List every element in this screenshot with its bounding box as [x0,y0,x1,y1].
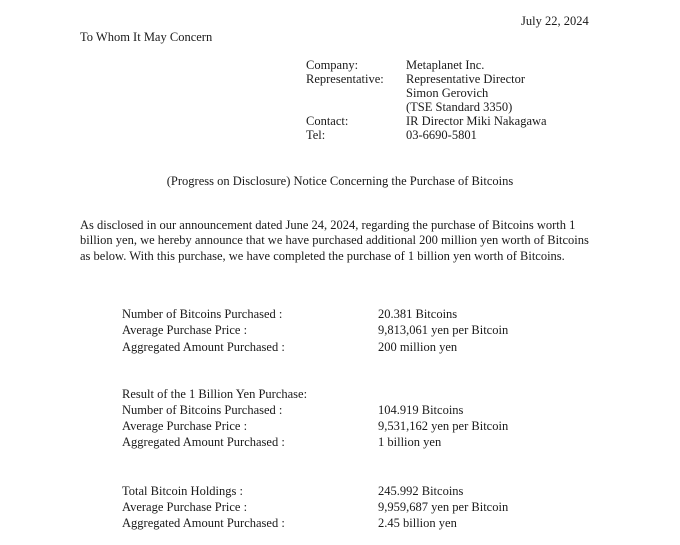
issuer-value: (TSE Standard 3350) [406,100,513,114]
row-label: Aggregated Amount Purchased : [122,516,285,530]
row-label: Number of Bitcoins Purchased : [122,403,283,417]
purchase-row [0,340,680,356]
issuer-value: Simon Gerovich [406,86,489,100]
row-value: 1 billion yen [378,435,442,449]
billion-result-row [0,403,680,419]
issuer-row-representative [0,72,680,86]
issuer-row-ticker [0,100,680,114]
notice-title: (Progress on Disclosure) Notice Concerning the Purchase of Bitcoins [166,174,514,188]
row-label: Aggregated Amount Purchased : [122,435,285,449]
issuer-value: Metaplanet Inc. [406,58,485,72]
issuer-row-company [0,58,680,72]
issuer-value: IR Director Miki Nakagawa [406,114,547,128]
row-value: 2.45 billion yen [378,516,457,530]
row-value: 9,959,687 yen per Bitcoin [378,500,509,514]
billion-result-row [0,419,680,435]
row-value: 200 million yen [378,340,458,354]
row-value: 9,531,162 yen per Bitcoin [378,419,509,433]
issuer-label: Contact: [306,114,349,128]
row-label: Total Bitcoin Holdings : [122,484,243,498]
row-label: Average Purchase Price : [122,419,248,433]
billion-result-row [0,435,680,451]
row-label: Number of Bitcoins Purchased : [122,307,283,321]
issuer-row-contact [0,114,680,128]
issuer-row-rep-name [0,86,680,100]
holdings-row [0,516,680,532]
issuer-value: Representative Director [406,72,526,86]
row-label: Average Purchase Price : [122,323,248,337]
billion-result-heading: Result of the 1 Billion Yen Purchase: [122,387,308,401]
row-value: 9,813,061 yen per Bitcoin [378,323,509,337]
purchase-row [0,323,680,339]
issuer-label: Representative: [306,72,384,86]
document-date: July 22, 2024 [521,14,589,28]
row-value: 245.992 Bitcoins [378,484,464,498]
row-value: 104.919 Bitcoins [378,403,464,417]
holdings-row [0,500,680,516]
purchase-row [0,307,680,323]
row-label: Aggregated Amount Purchased : [122,340,285,354]
issuer-value: 03-6690-5801 [406,128,477,142]
salutation: To Whom It May Concern [80,30,213,44]
issuer-label: Company: [306,58,359,72]
row-value: 20.381 Bitcoins [378,307,458,321]
holdings-row [0,484,680,500]
issuer-label: Tel: [306,128,326,142]
issuer-row-tel [0,128,680,142]
intro-paragraph: As disclosed in our announcement dated June 24, 2024, regarding the purchase of Bitcoins worth 1 billion yen, we hereby announce that we have purchased additional 200 million yen worth of Bitcoins as below. With this purchase, we have completed the purchase of 1 billion yen worth of Bitcoins. [80,218,589,263]
row-label: Average Purchase Price : [122,500,248,514]
